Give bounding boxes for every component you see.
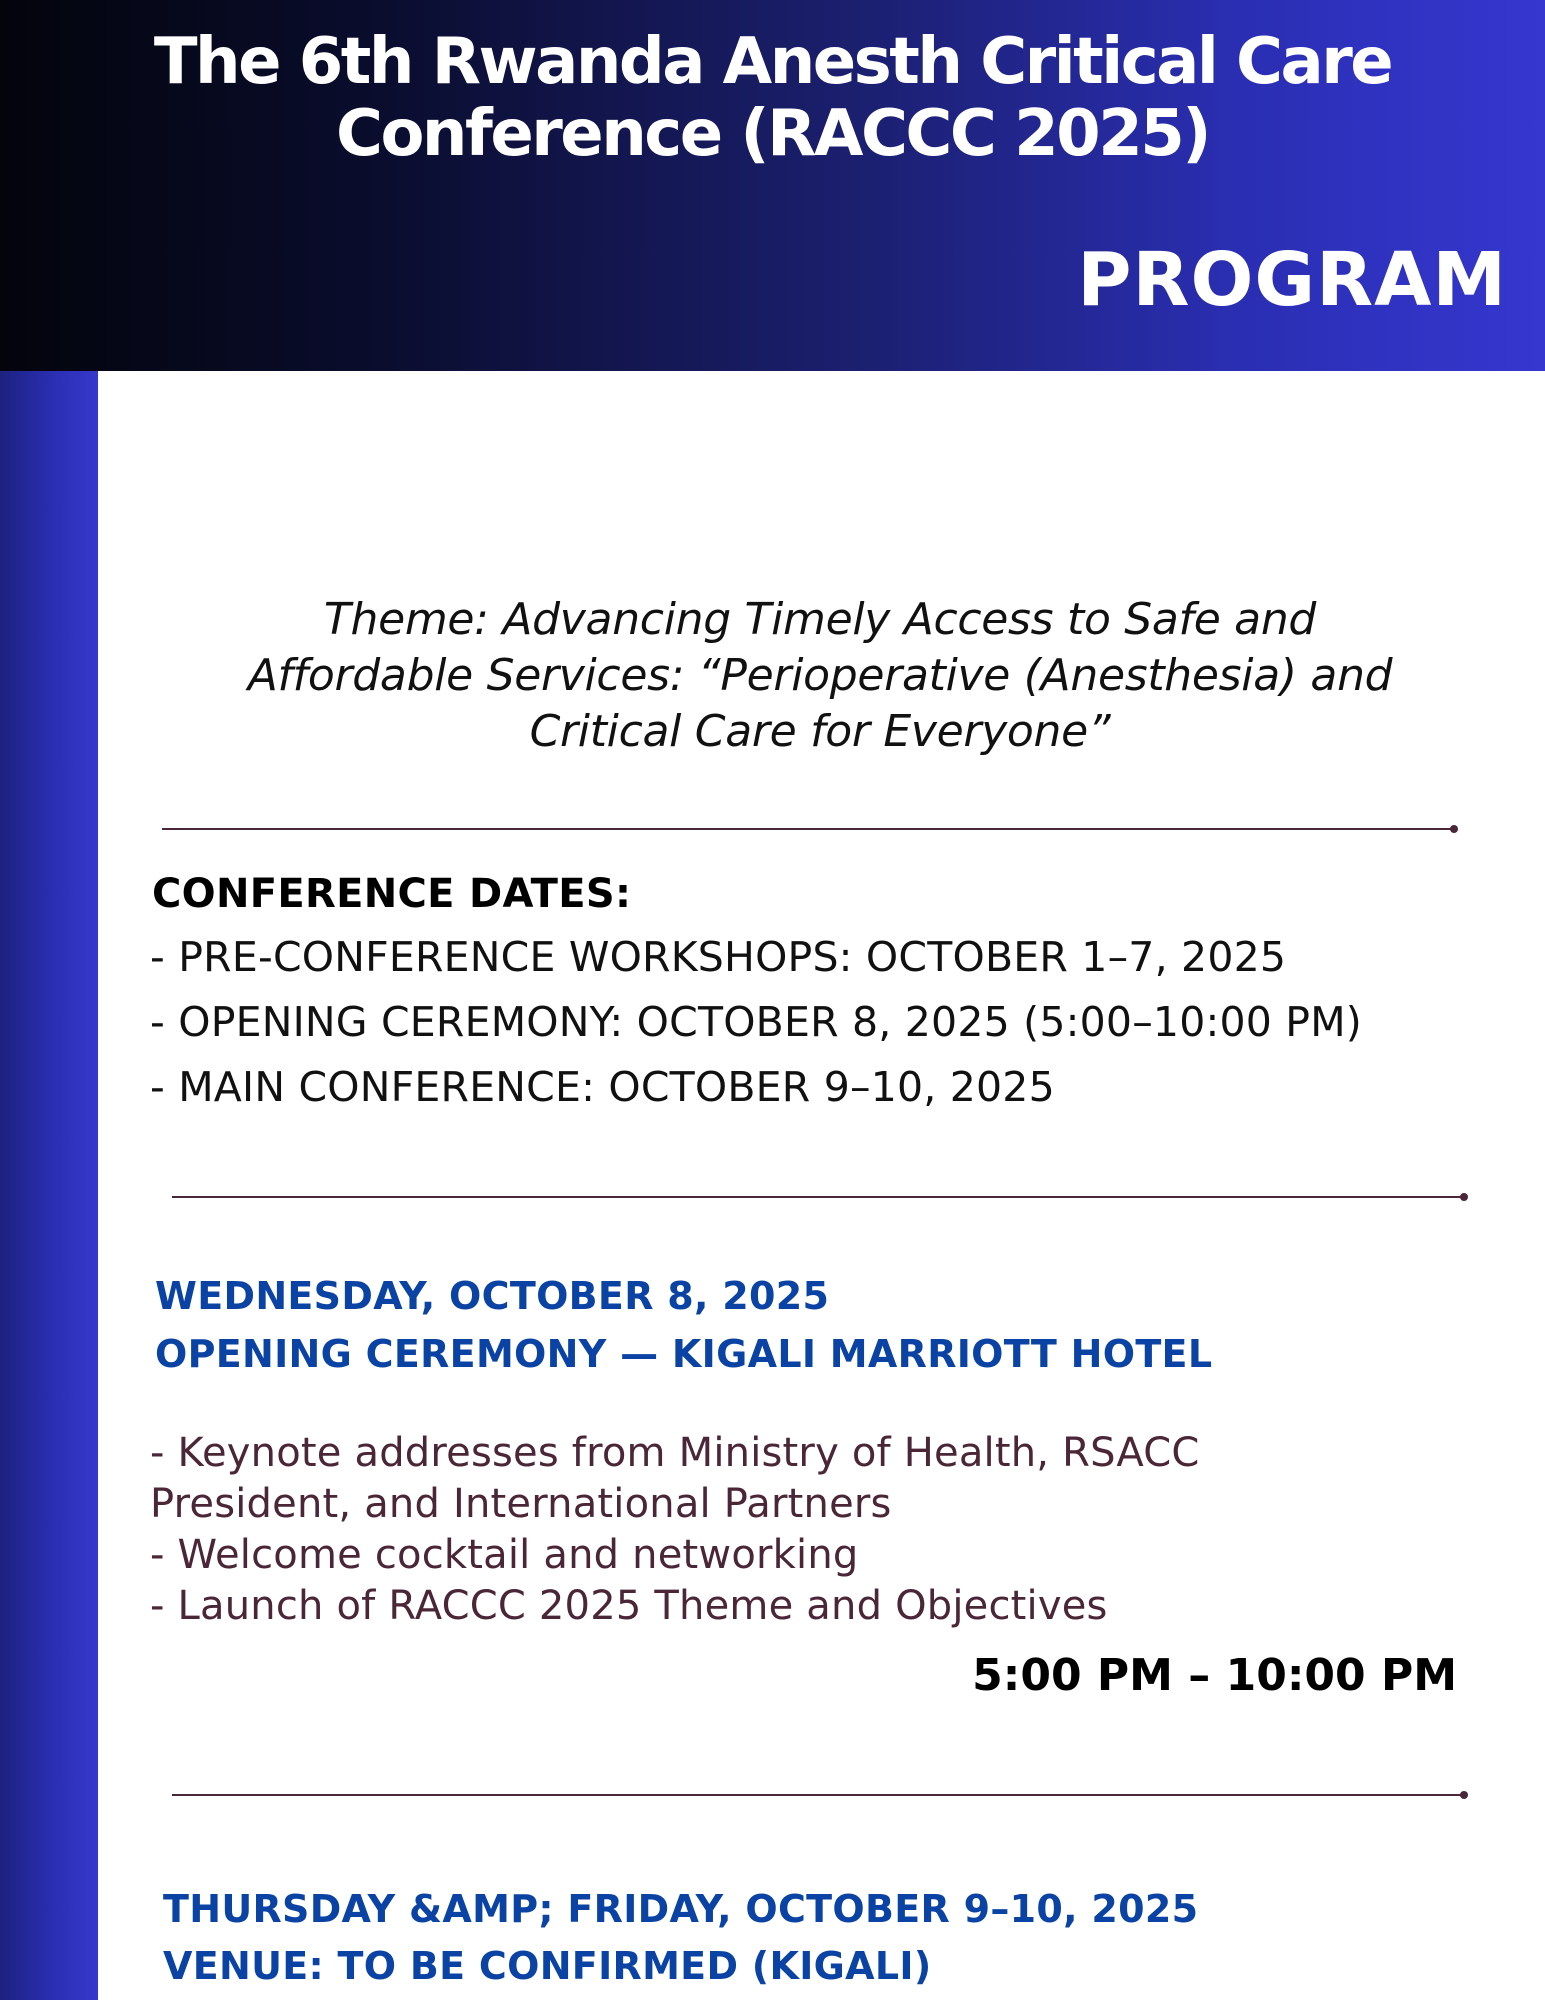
divider-dot: [1450, 825, 1458, 833]
theme-statement: [140, 592, 1500, 760]
opening-item-line-3: - Welcome cocktail and networking: [150, 1532, 859, 1578]
theme-line-2: Affordable Services: “Perioperative (Anesthesia) and: [247, 650, 1393, 701]
date-item-pre-conference: - PRE-CONFERENCE WORKSHOPS: OCTOBER 1–7, 2025: [150, 933, 1287, 981]
main-days-date-heading: THURSDAY &AMP; FRIDAY, OCTOBER 9–10, 2025: [163, 1887, 1199, 1931]
left-accent-bar: [0, 371, 98, 2000]
opening-day-date-heading: WEDNESDAY, OCTOBER 8, 2025: [155, 1274, 830, 1318]
main-days-venue-heading: VENUE: TO BE CONFIRMED (KIGALI): [163, 1944, 932, 1988]
date-item-main-conference: - MAIN CONFERENCE: OCTOBER 9–10, 2025: [150, 1063, 1055, 1111]
divider-3: [172, 1794, 1464, 1796]
page-title: [0, 26, 1545, 170]
opening-item-line-4: - Launch of RACCC 2025 Theme and Objectives: [150, 1583, 1108, 1629]
title-line-2: Conference (RACCC 2025): [335, 97, 1210, 171]
date-item-opening-ceremony: - OPENING CEREMONY: OCTOBER 8, 2025 (5:00–10:00 PM): [150, 998, 1362, 1046]
opening-item-line-2: President, and International Partners: [150, 1481, 892, 1527]
divider-1: [162, 828, 1454, 830]
theme-line-1: Theme: Advancing Timely Access to Safe and: [323, 594, 1317, 645]
divider-2: [172, 1196, 1464, 1198]
theme-line-3: Critical Care for Everyone”: [529, 706, 1111, 757]
divider-dot: [1460, 1791, 1468, 1799]
opening-event-heading: OPENING CEREMONY — KIGALI MARRIOTT HOTEL: [155, 1332, 1213, 1376]
opening-item-line-1: - Keynote addresses from Ministry of Health, RSACC: [150, 1430, 1200, 1476]
title-line-1: The 6th Rwanda Anesth Critical Care: [153, 25, 1392, 99]
header-banner: [0, 0, 1545, 371]
conference-dates-heading: CONFERENCE DATES:: [152, 871, 632, 917]
opening-time: 5:00 PM – 10:00 PM: [972, 1650, 1457, 1701]
program-label: PROGRAM: [1077, 237, 1507, 323]
divider-dot: [1460, 1193, 1468, 1201]
